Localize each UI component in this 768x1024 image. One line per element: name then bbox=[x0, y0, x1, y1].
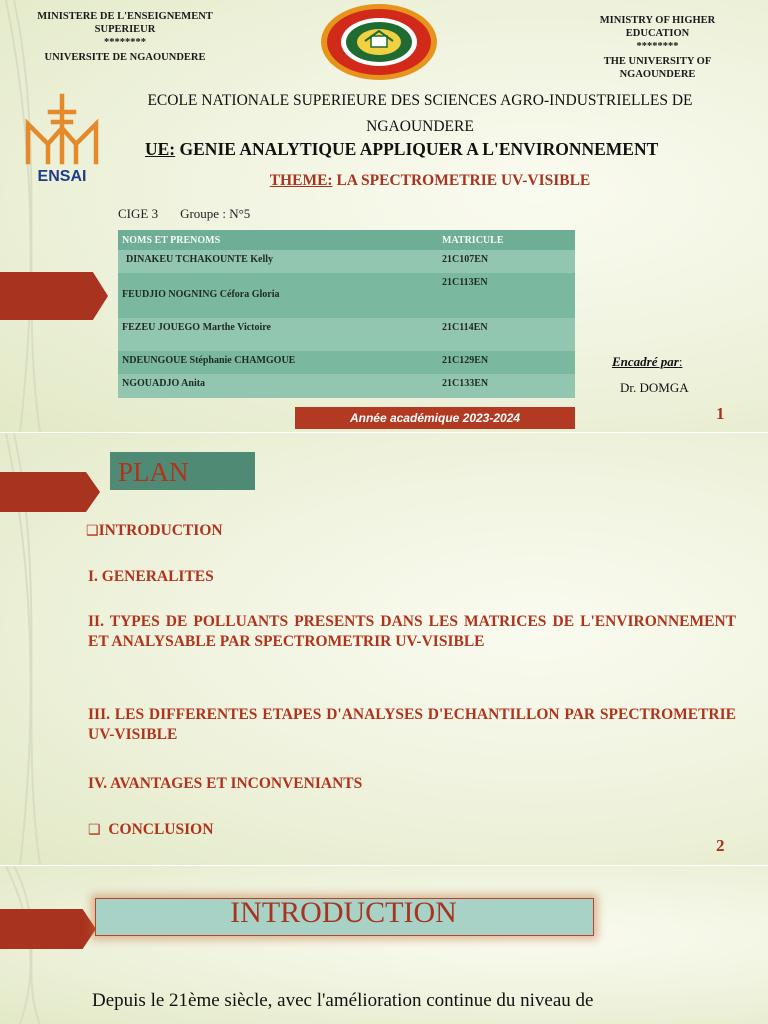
member-matricule: 21C107EN bbox=[442, 254, 489, 265]
supervisor-label: Encadré par: bbox=[612, 354, 683, 369]
plan-item: I. GENERALITES bbox=[88, 568, 214, 585]
plan-item: ❑INTRODUCTION bbox=[86, 522, 223, 539]
checkbox-bullet-icon: ❑ bbox=[88, 823, 101, 838]
member-matricule: 21C129EN bbox=[442, 355, 489, 366]
table-header-row bbox=[118, 230, 575, 250]
title-slide bbox=[0, 0, 768, 432]
plan-item: II. TYPES DE POLLUANTS PRESENTS DANS LES MATRICES DE L'ENVIRONNEMENT ET ANALYSABLE PAR SPECTROMETRIR UV-VISIBLE bbox=[88, 613, 736, 650]
table-row bbox=[118, 351, 575, 374]
plan-item: IV. AVANTAGES ET INCONVENIANTS bbox=[88, 775, 363, 792]
plan-title: PLAN bbox=[118, 457, 189, 487]
header-right-en: MINISTRY OF HIGHER EDUCATION ******** THE UNIVERSITY OF NGAOUNDERE bbox=[599, 15, 716, 80]
academic-year-banner: Année académique 2023-2024 bbox=[295, 407, 575, 429]
theme-label: THEME: bbox=[269, 172, 333, 189]
member-matricule: 21C114EN bbox=[442, 322, 488, 333]
school-name: ECOLE NATIONALE SUPERIEURE DES SCIENCES AGRO-INDUSTRIELLES DE NGAOUNDERE bbox=[147, 92, 693, 135]
class-name: CIGE 3 bbox=[118, 206, 159, 221]
introduction-text: Depuis le 21ème siècle, avec l'amélioration continue du niveau de bbox=[92, 990, 594, 1011]
member-matricule: 21C113EN bbox=[442, 277, 488, 288]
plan-slide bbox=[0, 433, 768, 865]
plan-item: III. LES DIFFERENTES ETAPES D'ANALYSES D'ECHANTILLON PAR SPECTROMETRIE UV-VISIBLE bbox=[88, 706, 736, 743]
course-value: GENIE ANALYTIQUE APPLIQUER A L'ENVIRONNEMENT bbox=[175, 139, 659, 159]
red-arrow-marker bbox=[0, 272, 108, 320]
page-number: 2 bbox=[716, 836, 725, 855]
class-group-line bbox=[118, 206, 250, 222]
introduction-title: INTRODUCTION bbox=[230, 896, 457, 929]
plan-item: ❑ CONCLUSION bbox=[88, 821, 214, 838]
table-row bbox=[118, 318, 575, 351]
supervisor-name: Dr. DOMGA bbox=[620, 380, 689, 395]
member-name: FEUDJIO NOGNING Céfora Gloria bbox=[122, 289, 280, 300]
table-row bbox=[118, 250, 575, 273]
member-name: FEZEU JOUEGO Marthe Victoire bbox=[122, 322, 271, 333]
table-row bbox=[118, 273, 575, 318]
checkbox-bullet-icon: ❑ bbox=[86, 524, 99, 539]
table-row bbox=[118, 374, 575, 398]
red-arrow-marker bbox=[0, 909, 96, 949]
decorative-curves bbox=[0, 0, 60, 432]
member-matricule: 21C133EN bbox=[442, 378, 489, 389]
group-number: Groupe : N°5 bbox=[180, 206, 251, 221]
red-arrow-marker bbox=[0, 472, 100, 512]
course-title bbox=[145, 139, 725, 160]
course-label: UE: bbox=[145, 139, 176, 159]
member-name: NDEUNGOUE Stéphanie CHAMGOUE bbox=[122, 355, 296, 366]
university-seal-logo bbox=[320, 3, 438, 81]
header-left-fr: MINISTERE DE L'ENSEIGNEMENT SUPERIEUR ******** UNIVERSITE DE NGAOUNDERE bbox=[37, 11, 213, 63]
member-name: DINAKEU TCHAKOUNTE Kelly bbox=[126, 254, 274, 265]
introduction-slide bbox=[0, 866, 768, 1024]
header-matricule: MATRICULE bbox=[438, 230, 575, 250]
theme-value: LA SPECTROMETRIE UV-VISIBLE bbox=[332, 172, 591, 189]
members-table bbox=[118, 230, 575, 398]
header-names: NOMS ET PRENOMS bbox=[118, 230, 438, 250]
member-name: NGOUADJO Anita bbox=[122, 378, 206, 389]
ensai-logo-text: ENSAI bbox=[37, 168, 87, 184]
page-number: 1 bbox=[716, 404, 725, 423]
theme-title bbox=[140, 172, 720, 190]
ensai-logo bbox=[22, 92, 102, 184]
